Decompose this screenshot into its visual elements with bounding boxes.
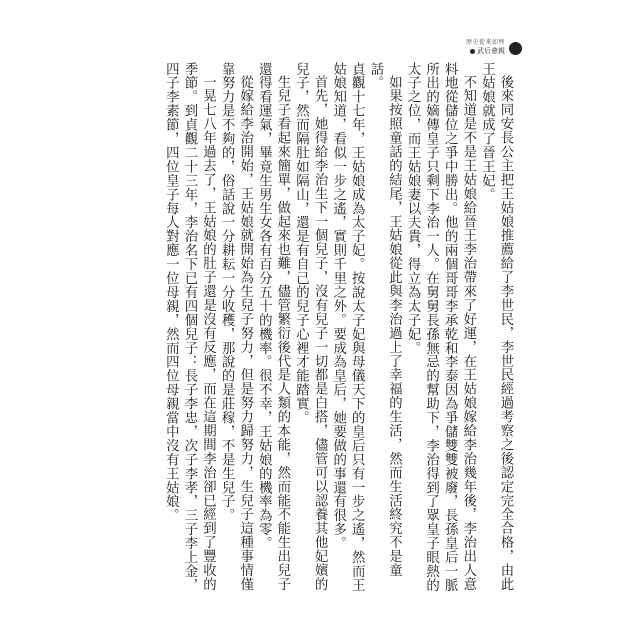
running-header: [466, 40, 522, 55]
paragraph: 貞觀十七年，王姑娘成為太子妃。按說太子妃與母儀天下的皇后只有一步之遙，然而王姑娘知道，看似一步之遙，實則千里之外。要成為皇后，她要做的事還有很多。: [330, 62, 365, 593]
paragraph: 首先，她得給李治生下一個兒子，沒有兒子一切都是白搭，儘管可以認養其他妃嬪的兒子，然而隔肚如隔山，還是有自己的兒子心裡才能踏實。: [293, 62, 328, 592]
bullet-icon: [470, 49, 475, 54]
vertical-body-text: [161, 62, 514, 602]
paragraph: 生兒子看起來簡單，做起來也難，儘管繁衍後代是人類的本能，然而能不能生出兒子還得看運氣，畢竟生男生女各有百分五十的機率。很不幸，王姑娘的機率為零。: [256, 62, 290, 592]
paragraph: 不知道是不是王姑娘給晉王李治帶來了好運，在王姑娘嫁給李治幾年後，李治出人意料地從儲位之爭中勝出。他的兩個哥哥李承乾和李泰因為爭儲雙雙被廢，長孫皇后一脈所出的嫡傳皇子只剩下李治一人。在舅舅長孫無忌的幫助下，李治得到了眾皇子眼熱的太子之位，而王姑娘妻以夫貴，得立為太子妃。: [405, 62, 476, 593]
chapter-title: 武后會親: [477, 47, 505, 55]
page-number-badge: [509, 42, 522, 55]
paragraph: 從嫁給李治開始，王姑娘就開始為生兒子努力，但是努力歸努力，生兒子這種事情僅靠努力是不夠的，俗話說一分耕耘一分收穫，那說的是莊稼，不是生兒子。: [219, 62, 253, 592]
paragraph: 如果按照童話的結尾，王姑娘從此與李治過上了幸福的生活，然而生活終究不是童話。: [367, 62, 402, 578]
chapter-title-line: [470, 48, 505, 55]
paragraph: 一晃七八年過去了，王姑娘的肚子還是沒有反應，而在這期間李治卻已經到了豐收的季節。到貞觀二十三年，李治名下已有四個兒子：長子李忠，次子李孝，三子李上金，四子李素節，四位皇子每人對應一位母親，然而四位母親當中沒有王姑娘。: [163, 62, 216, 593]
series-title: 歷史從來如煙: [465, 39, 505, 46]
paragraph: 後來同安長公主把王姑娘推薦給了李世民，李世民經過考察之後認定完全合格，由此王姑娘就成了晉王妃。: [479, 62, 513, 592]
header-text: [466, 40, 505, 55]
